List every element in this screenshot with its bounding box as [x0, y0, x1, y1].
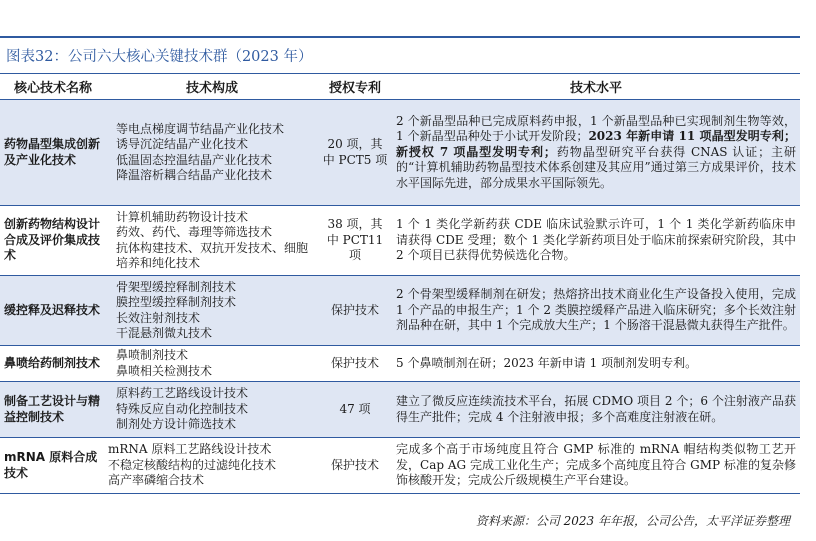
- table-row: [0, 206, 800, 276]
- table-row: [0, 276, 800, 346]
- patent-cell: 38 项，其中 PCT11 项: [318, 206, 392, 276]
- table-row: [0, 100, 800, 206]
- table-row: [0, 346, 800, 382]
- tech-name-cell: 创新药物结构设计合成及评价集成技术: [0, 206, 106, 276]
- patent-cell: 保护技术: [318, 438, 392, 494]
- component-item: 高产率磷缩合技术: [108, 473, 205, 488]
- component-item: 鼻喷制剂技术: [116, 348, 189, 362]
- tech-components-cell: [106, 438, 318, 494]
- table-header-row: [0, 74, 800, 100]
- tech-name-cell: 缓控释及迟释技术: [0, 276, 106, 346]
- level-text: 1 个 1 类化学新药获 CDE 临床试验默示许可，1 个 1 类化学新药临床申请获得 CDE 受理；数个 1 类化学新药项目处于临床前探索研究阶段，其中 2 个项目已获得优势候选化合物。: [396, 217, 796, 263]
- tech-level-cell: [392, 100, 800, 206]
- patent-cell: 47 项: [318, 382, 392, 438]
- component-item: mRNA 原料工艺路线设计技术: [108, 442, 272, 457]
- table-row: [0, 382, 800, 438]
- component-item: 膜控型缓控释制剂技术: [116, 295, 237, 309]
- component-item: 原料药工艺路线设计技术: [116, 386, 249, 401]
- tech-components-cell: [106, 206, 318, 276]
- level-text: 药物晶型研究平台获得 CNAS 认证；主研的“计算机辅助药物晶型技术体系创建及其应用”通过第三方成果评价，技术水平国际先进，部分成果水平国际领先。: [396, 144, 796, 190]
- level-text: 建立了微反应连续流技术平台，拓展 CDMO 项目 2 个；6 个注射液产品获得生产批件；完成 4 个注射液申报；多个高难度注射液在研。: [396, 394, 796, 424]
- patent-cell: 保护技术: [318, 276, 392, 346]
- tech-name-cell: 鼻喷给药制剂技术: [0, 346, 106, 382]
- tech-components-cell: [106, 100, 318, 206]
- tech-level-cell: [392, 382, 800, 438]
- tech-components-cell: [106, 346, 318, 382]
- tech-level-cell: [392, 438, 800, 494]
- table-row: [0, 438, 800, 494]
- level-text: 2 个骨架型缓释制剂在研发；热熔挤出技术商业化生产设备投入使用，完成 1 个产品的申报生产；1 个 2 类膜控缓释产品进入临床研究；多个长效注射剂品种在研，其中 1 个完成放大生产；1 个肠溶干混悬微丸获得生产批件。: [396, 287, 796, 333]
- component-item: 特殊反应自动化控制技术: [116, 401, 249, 416]
- level-text: 2 个新晶型品种已完成原料药申报，1 个新晶型品种已实现制剂生物等效，1 个新晶型品种处于小试开发阶段；: [396, 113, 796, 144]
- patent-cell: 保护技术: [318, 346, 392, 382]
- tech-level-cell: [392, 346, 800, 382]
- component-item: 不稳定核酸结构的过滤纯化技术: [108, 457, 277, 472]
- tech-level-cell: [392, 276, 800, 346]
- patent-cell: 20 项，其中 PCT5 项: [318, 100, 392, 206]
- core-technology-table: [0, 73, 800, 494]
- tech-level-cell: [392, 206, 800, 276]
- tech-name-cell: 药物晶型集成创新及产业化技术: [0, 100, 106, 206]
- header-tech-level: 技术水平: [392, 74, 800, 100]
- component-item: 计算机辅助药物设计技术: [116, 209, 249, 224]
- component-item: 长效注射剂技术: [116, 310, 201, 325]
- tech-components-cell: [106, 276, 318, 346]
- component-item: 鼻喷相关检测技术: [116, 363, 213, 378]
- tech-name-cell: 制备工艺设计与精益控制技术: [0, 382, 106, 438]
- header-tech-components: 技术构成: [106, 74, 318, 100]
- level-text: 完成多个高于市场纯度且符合 GMP 标准的 mRNA 帽结构类似物工艺开发，Cap AG 完成工业化生产；完成多个高纯度且符合 GMP 标准的复杂修饰核酸开发；完成公斤级规模生产平台建设。: [396, 442, 796, 488]
- component-item: 抗体构建技术、双抗开发技术、细胞培养和纯化技术: [116, 240, 309, 270]
- header-patents: 授权专利: [318, 74, 392, 100]
- component-item: 等电点梯度调节结晶产业化技术: [116, 121, 285, 136]
- component-item: 制剂处方设计筛选技术: [116, 417, 237, 432]
- tech-components-cell: [106, 382, 318, 438]
- component-item: 骨架型缓控释制剂技术: [116, 279, 237, 294]
- component-item: 诱导沉淀结晶产业化技术: [116, 137, 249, 151]
- level-text-bold: 2023 年新申请 11 项晶型发明专利；新授权 7 项晶型发明专利；: [396, 129, 796, 159]
- component-item: 药效、药代、毒理等筛选技术: [116, 225, 273, 239]
- component-item: 低温固态控温结晶产业化技术: [116, 152, 273, 167]
- level-text: 5 个鼻喷制剂在研；2023 年新申请 1 项制剂发明专利。: [396, 355, 698, 370]
- figure-title: 图表32：公司六大核心关键技术群（2023 年）: [6, 49, 313, 65]
- header-tech-name: 核心技术名称: [0, 74, 106, 100]
- component-item: 干混悬剂微丸技术: [116, 326, 213, 340]
- source-note: 资料来源：公司 2023 年年报，公司公告，太平洋证券整理: [475, 514, 790, 528]
- component-item: 降温溶析耦合结晶产业化技术: [116, 168, 273, 182]
- top-rule: [0, 36, 800, 38]
- tech-name-cell: mRNA 原料合成技术: [0, 438, 106, 494]
